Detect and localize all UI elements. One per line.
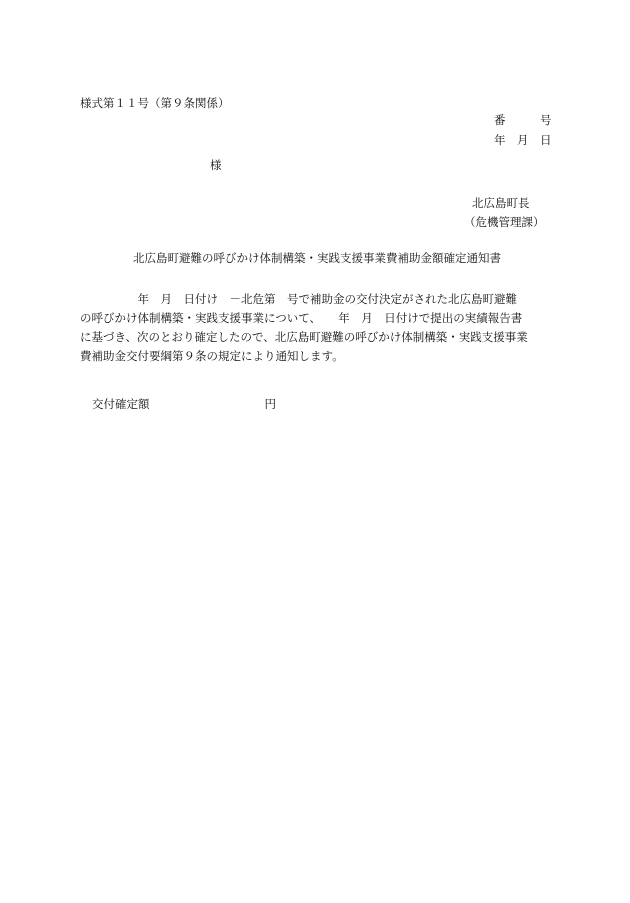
form-number: 様式第１１号（第９条関係） (80, 96, 230, 110)
body-line: 年 月 日付け －北危第 号で補助金の交付決定がされた北広島町避難 (80, 292, 517, 306)
issuer-department: （危機管理課） (464, 215, 545, 229)
body-paragraph (80, 290, 550, 366)
body-line: の呼びかけ体制構築・実践支援事業について、 年 月 日付けで提出の実績報告書 (80, 311, 523, 325)
issuer-name: 北広島町長 (472, 196, 530, 210)
document-title: 北広島町避難の呼びかけ体制構築・実践支援事業費補助金額確定通知書 (133, 251, 501, 265)
recipient-line: 様 (210, 158, 222, 172)
body-line: 費補助金交付要綱第９条の規定により通知します。 (80, 349, 344, 363)
body-line: に基づき、次のとおり確定したので、北広島町避難の呼びかけ体制構築・実践支援事業 (80, 330, 528, 344)
reference-number: 番 号 (494, 113, 552, 127)
confirmed-amount-row: 交付確定額 円 (92, 397, 276, 411)
date-line: 年 月 日 (494, 133, 552, 147)
